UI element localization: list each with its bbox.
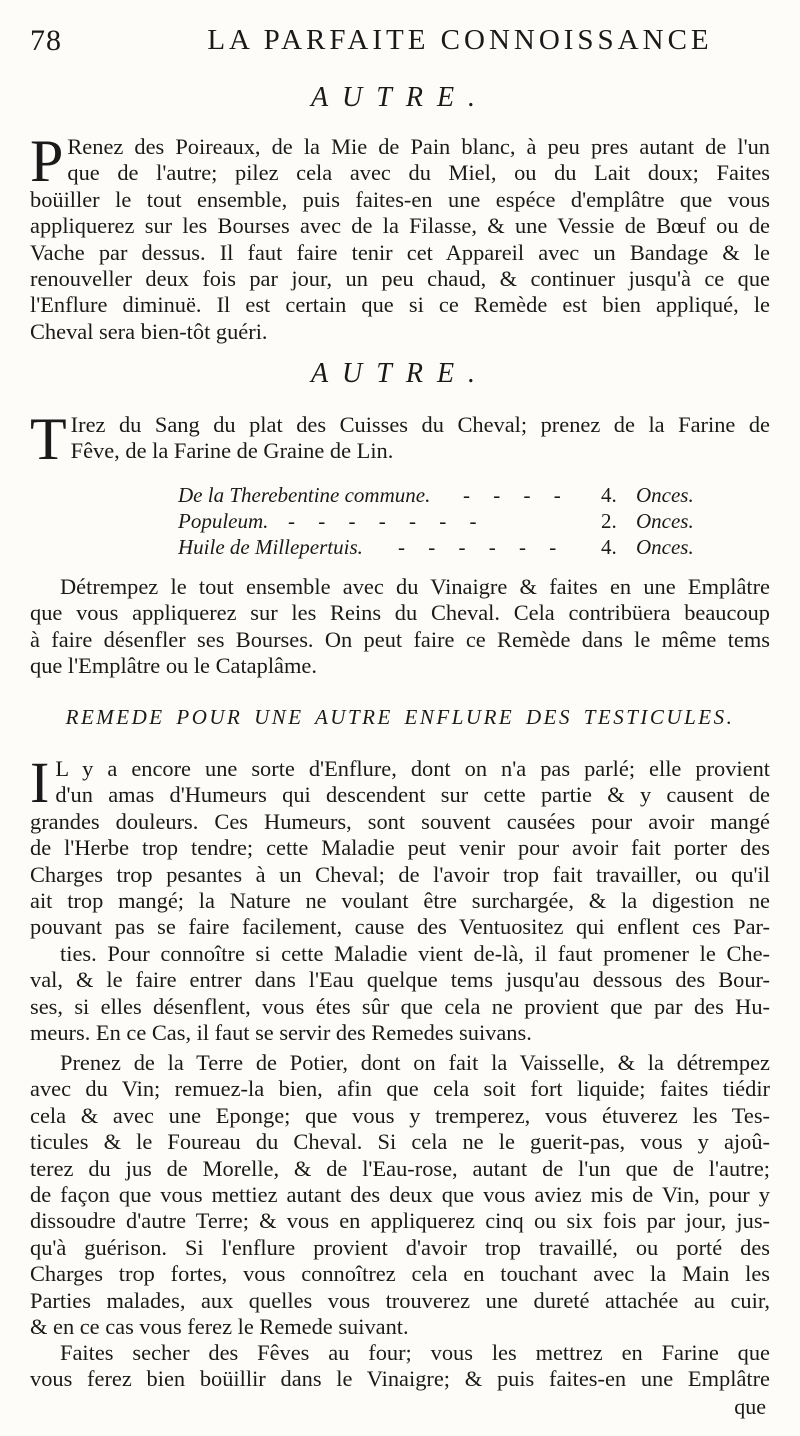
recipe-list — [178, 482, 698, 560]
recipe-quantity: 4. — [601, 483, 617, 507]
text-line: L y a encore une sorte d'Enflure, dont on n'a pas parlé; elle provient — [55, 756, 770, 781]
recipe-quantity: 2. — [601, 509, 617, 533]
paragraph-autre-1 — [30, 128, 770, 345]
recipe-ingredient: Huile de Millepertuis. — [178, 535, 363, 559]
text-line: de l'Herbe trop tendre; cette Maladie peut venir pour avoir fait porter des — [30, 835, 770, 861]
text-line: que de l'autre; pilez cela avec du Miel, ou du Lait doux; Faites — [67, 160, 770, 186]
text-line: Vache par dessus. Il faut faire tenir cet Appareil avec un Bandage & le — [30, 239, 770, 265]
paragraph-autre-2-continued — [30, 574, 770, 680]
text-line: Fêve, de la Farine de Graine de Lin. — [70, 438, 394, 464]
text-line: ait trop mangé; la Nature ne voulant être surchargée, & la digestion ne — [30, 888, 770, 914]
recipe-quantity: 4. — [601, 535, 617, 559]
dropcap: P — [30, 128, 64, 194]
text-line: ses, si elles désenflent, vous étes sûr que cela ne provient que par des Hu- — [30, 993, 770, 1019]
recipe-leader: - - - - - - — [398, 535, 566, 559]
recipe-row — [178, 534, 698, 560]
page-number: 78 — [30, 24, 62, 57]
text-line: Charges trop fortes, vous connoîtrez cela en touchant avec la Main les — [30, 1261, 770, 1287]
text-line: meurs. En ce Cas, il faut se servir des Remedes suivans. — [30, 1020, 532, 1046]
text-line: Irez du Sang du plat des Cuisses du Cheval; prenez de la Farine de — [70, 412, 770, 437]
text-line: qu'à guérison. Si l'enflure provient d'avoir trop travaillé, ou porté des — [30, 1234, 770, 1260]
text-line: avec du Vin; remuez-la bien, afin que cela soit fort liquide; faites tiédir — [30, 1076, 770, 1102]
recipe-row — [178, 508, 698, 534]
paragraph-remede — [30, 750, 770, 1046]
text-line: d'un amas d'Humeurs qui descendent sur cette partie & y causent de — [55, 782, 770, 808]
text-line: Charges trop pesantes à un Cheval; de l'avoir trop fait travailler, ou qu'il — [30, 861, 770, 887]
section-heading-remede: REMEDE POUR UNE AUTRE ENFLURE DES TESTICULES. — [65, 705, 735, 729]
text-line: Renez des Poireaux, de la Mie de Pain blanc, à peu pres autant de l'un — [67, 134, 770, 159]
running-title: LA PARFAITE CONNOISSANCE — [207, 24, 713, 56]
text-line: Faites secher des Fêves au four; vous les mettrez en Farine que — [60, 1340, 770, 1365]
text-line: val, & le faire entrer dans l'Eau quelque tems jusqu'au dessous des Bour- — [30, 967, 770, 993]
text-line: renouveller deux fois par jour, un peu chaud, & continuer jusqu'à ce que — [30, 266, 770, 292]
text-line: dissoudre d'autre Terre; & vous en appliquerez cinq ou six fois par jour, jus- — [30, 1208, 770, 1234]
recipe-ingredient: Populeum. — [178, 509, 269, 533]
text-line: l'Enflure diminuë. Il est certain que si ce Remède est bien appliqué, le — [30, 292, 770, 318]
recipe-unit: Onces. — [636, 535, 694, 559]
recipe-leader: - - - - — [463, 483, 570, 507]
recipe-leader: - - - - - - - — [288, 509, 486, 533]
text-line: ticules & le Foureau du Cheval. Si cela ne le guerit-pas, vous y ajoû- — [30, 1129, 770, 1155]
text-line: cela & avec une Eponge; que vous y tremperez, vous étuverez les Tes- — [30, 1102, 770, 1128]
text-line: vous ferez bien boüillir dans le Vinaigre; & puis faites-en une Emplâtre — [30, 1366, 770, 1392]
recipe-ingredient: De la Therebentine commune. — [178, 483, 431, 507]
text-line: pouvant pas se faire facilement, cause des Ventuositez qui enflent ces Par- — [30, 914, 770, 940]
text-line: terez du jus de Morelle, & de l'Eau-rose, autant de l'un que de l'autre; — [30, 1155, 770, 1181]
recipe-unit: Onces. — [636, 509, 694, 533]
text-line: Prenez de la Terre de Potier, dont on fait la Vaisselle, & la détrempez — [60, 1050, 770, 1075]
text-line: à faire désenfler ses Bourses. On peut faire ce Remède dans le même tems — [30, 626, 770, 652]
text-line: grandes douleurs. Ces Humeurs, sont souvent causées pour avoir mangé — [30, 808, 770, 834]
paragraph-autre-2 — [30, 406, 770, 472]
recipe-row — [178, 482, 698, 508]
text-line: Parties malades, aux quelles vous trouverez une dureté attachée au cuir, — [30, 1287, 770, 1313]
dropcap: I — [30, 750, 50, 815]
text-line: appliquerez sur les Bourses avec de la Filasse, & une Vessie de Bœuf ou de — [30, 213, 770, 239]
text-line: ties. Pour connoître si cette Maladie vient de-là, il faut promener le Che- — [60, 940, 770, 966]
text-line: de façon que vous mettiez autant des deux que vous aviez mis de Vin, pour y — [30, 1182, 770, 1208]
text-line: Détrempez le tout ensemble avec du Vinaigre & faites en une Emplâtre — [60, 574, 770, 599]
catchword: que — [734, 1394, 766, 1419]
paragraph-terre-de-potier — [30, 1050, 770, 1340]
page-header — [30, 18, 770, 58]
dropcap: T — [30, 406, 67, 472]
paragraph-feves — [30, 1340, 770, 1393]
text-line: que vous appliquerez sur les Reins du Cheval. Cela contribüera beaucoup — [30, 600, 770, 626]
section-title-autre-2: AUTRE. — [310, 358, 490, 389]
text-line: & en ce cas vous ferez le Remede suivant. — [30, 1314, 409, 1340]
text-line: que l'Emplâtre ou le Cataplâme. — [30, 653, 317, 679]
text-line: boüiller le tout ensemble, puis faites-en une espéce d'emplâtre que vous — [30, 186, 770, 212]
text-line: Cheval sera bien-tôt guéri. — [30, 318, 268, 344]
recipe-unit: Onces. — [636, 483, 694, 507]
section-title-autre-1: AUTRE. — [310, 82, 490, 113]
